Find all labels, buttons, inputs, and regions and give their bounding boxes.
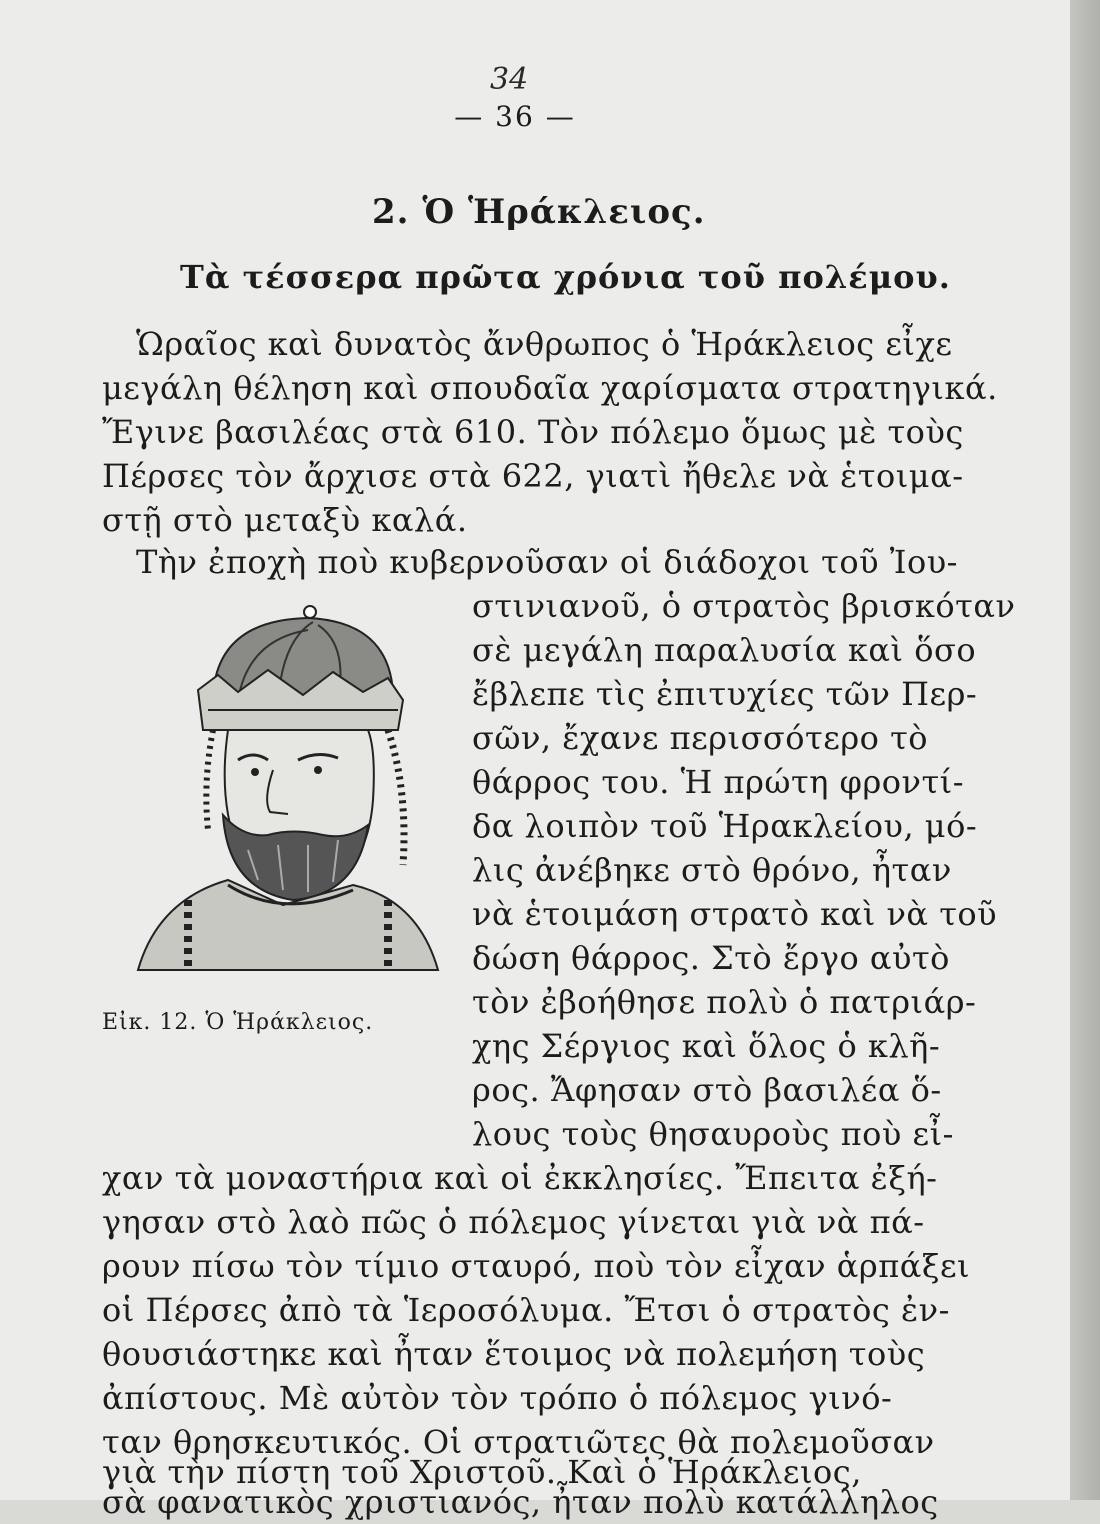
page-edge: [1070, 0, 1100, 1500]
text-line: Τὴν ἐποχὴ ποὺ κυβερνοῦσαν οἱ διάδοχοι τοῦ Ἰου-: [136, 543, 958, 581]
section-title: 2. Ὁ Ἡράκλειος.: [372, 192, 706, 232]
text-line: χης Σέργιος καὶ ὅλος ὁ κλῆ-: [472, 1027, 941, 1065]
text-line: ἔβλεπε τὶς ἐπιτυχίες τῶν Περ-: [472, 675, 978, 713]
text-line: Ὡραῖος καὶ δυνατὸς ἄνθρωπος ὁ Ἡράκλειος εἶχε: [136, 325, 953, 363]
section-subtitle: Τὰ τέσσερα πρῶτα χρόνια τοῦ πολέμου.: [180, 258, 951, 296]
text-line: ἀπίστους. Μὲ αὐτὸν τὸν τρόπο ὁ πόλεμος γινό-: [102, 1379, 893, 1417]
text-line: ρος. Ἄφησαν στὸ βασιλέα ὅ-: [472, 1071, 942, 1109]
text-line: θάρρος του. Ἡ πρώτη φροντί-: [472, 763, 965, 801]
text-line: στῇ στὸ μεταξὺ καλά.: [102, 501, 468, 539]
text-line: ρουν πίσω τὸν τίμιο σταυρό, ποὺ τὸν εἶχαν ἁρπάξει: [102, 1247, 971, 1285]
text-line: μεγάλη θέληση καὶ σπουδαῖα χαρίσματα στρατηγικά.: [102, 369, 998, 407]
text-line: λις ἀνέβηκε στὸ θρόνο, ἦταν: [472, 851, 952, 889]
text-line: στινιανοῦ, ὁ στρατὸς βρισκόταν: [472, 587, 1016, 625]
text-line: σὲ μεγάλη παραλυσία καὶ ὅσο: [472, 631, 977, 669]
text-line: ταν θρησκευτικός. Οἱ στρατιῶτες θὰ πολεμοῦσαν: [102, 1423, 935, 1461]
text-line: Ἔγινε βασιλέας στὰ 610. Τὸν πόλεμο ὅμως μὲ τοὺς: [102, 413, 964, 451]
text-line: τὸν ἐβοήθησε πολὺ ὁ πατριάρ-: [472, 983, 977, 1021]
text-line: γιὰ τὴν πίστη τοῦ Χριστοῦ. Καὶ ὁ Ἡράκλειος,: [102, 1453, 862, 1491]
text-line: νὰ ἑτοιμάση στρατὸ καὶ νὰ τοῦ: [472, 895, 998, 933]
text-line: Πέρσες τὸν ἄρχισε στὰ 622, γιατὶ ἤθελε νὰ ἑτοιμα-: [102, 457, 964, 495]
handwritten-page-number: 34: [490, 62, 529, 97]
text-line: οἱ Πέρσες ἀπὸ τὰ Ἱεροσόλυμα. Ἔτσι ὁ στρατὸς ἐν-: [102, 1291, 950, 1329]
text-line: θουσιάστηκε καὶ ἦταν ἕτοιμος νὰ πολεμήση τοὺς: [102, 1335, 926, 1373]
text-line: λους τοὺς θησαυροὺς ποὺ εἶ-: [472, 1115, 954, 1153]
heraclius-portrait-illustration: [118, 600, 458, 980]
text-line: δώση θάρρος. Στὸ ἔργο αὐτὸ: [472, 939, 950, 977]
text-line: σὰ φανατικὸς χριστιανός, ἦταν πολὺ κατάλληλος: [102, 1483, 939, 1521]
figure-caption: Εἰκ. 12. Ὁ Ἡράκλειος.: [102, 1010, 374, 1035]
text-line: δα λοιπὸν τοῦ Ἡρακλείου, μό-: [472, 807, 978, 845]
text-line: γησαν στὸ λαὸ πῶς ὁ πόλεμος γίνεται γιὰ νὰ πά-: [102, 1203, 925, 1241]
text-line: σῶν, ἔχανε περισσότερο τὸ: [472, 719, 929, 757]
page-number: — 36 —: [454, 100, 576, 133]
text-line: χαν τὰ μοναστήρια καὶ οἱ ἐκκλησίες. Ἔπειτα ἐξή-: [102, 1159, 938, 1197]
